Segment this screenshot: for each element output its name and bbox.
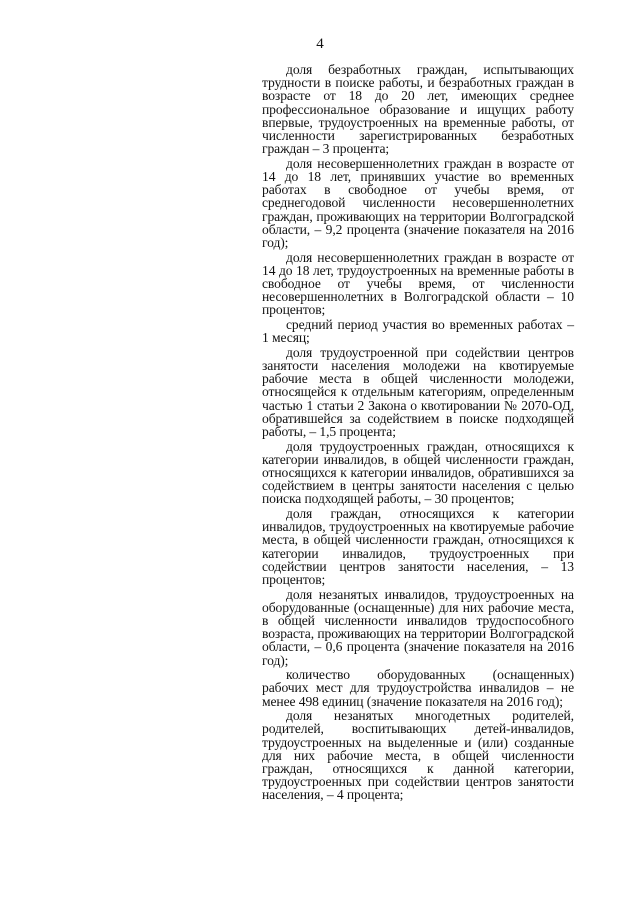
paragraph: доля трудоустроенной при содействии центров занятости населения молодежи на квотируемые рабочие места в общей численности молодежи, относящейся к отдельным категориям, определенным частью 1 статьи 2 Закона о квотировании № 2070-ОД, обратившейся за содействием в поиске подходящей работы, – 1,5 процента; <box>262 344 574 440</box>
text-column <box>262 63 574 803</box>
paragraph: доля несовершеннолетних граждан в возрасте от 14 до 18 лет, принявших участие во временных работах в свободное от учебы время, от среднегодовой численности несовершеннолетних граждан, проживающих на территории Волгоградской области, – 9,2 процента (значение показателя на 2016 год); <box>262 155 574 251</box>
page-number: 4 <box>316 36 324 52</box>
paragraph: доля граждан, относящихся к категории инвалидов, трудоустроенных на квотируемые рабочие места, в общей численности граждан, относящихся к категории инвалидов, трудоустроенных при содействии центров занятости населения, – 13 процентов; <box>262 506 574 588</box>
paragraph: доля трудоустроенных граждан, относящихся к категории инвалидов, в общей численности граждан, относящихся к категории инвалидов, обратившихся за содействием в центры занятости населения с целью поиска подходящей работы, – 30 процентов; <box>262 438 574 507</box>
paragraph: количество оборудованных (оснащенных) рабочих мест для трудоустройства инвалидов – не менее 498 единиц (значение показателя на 2016 год); <box>262 667 574 709</box>
paragraph: доля несовершеннолетних граждан в возрасте от 14 до 18 лет, трудоустроенных на временные работы в свободное от учебы время, от численности несовершеннолетних в Волгоградской области – 10 процентов; <box>262 249 574 318</box>
paragraph: доля незанятых инвалидов, трудоустроенных на оборудованные (оснащенные) для них рабочие места, в общей численности инвалидов трудоспособного возраста, проживающих на территории Волгоградской области, – 0,6 процента (значение показателя на 2016 год); <box>262 586 574 668</box>
paragraph: доля незанятых многодетных родителей, родителей, воспитывающих детей-инвалидов, трудоустроенных на выделенные и (или) созданные для них рабочие места, в общей численности граждан, относящихся к данной категории, трудоустроенных при содействии центров занятости населения, – 4 процента; <box>262 708 574 803</box>
paragraph: доля безработных граждан, испытывающих трудности в поиске работы, и безработных граждан в возрасте от 18 до 20 лет, имеющих среднее профессиональное образование и ищущих работу впервые, трудоустроенных на временные работы, от численности зарегистрированных безработных граждан – 3 процента; <box>262 62 574 157</box>
paragraph: средний период участия во временных работах – 1 месяц; <box>262 317 574 346</box>
